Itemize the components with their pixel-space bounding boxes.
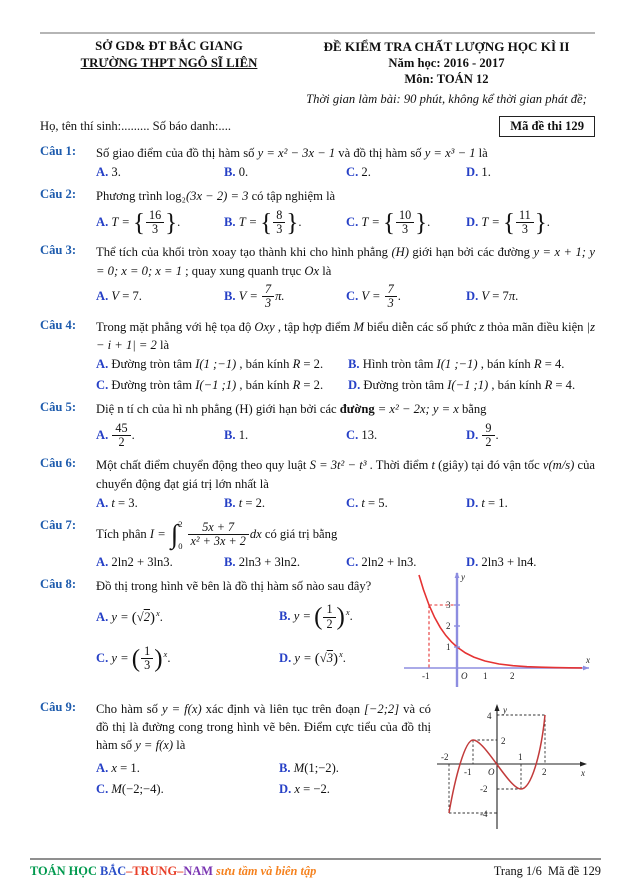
question-1-option-d: D. 1. (466, 165, 491, 180)
question-5-option-d: D. $\frac{9}{2}$ . (466, 420, 499, 449)
question-9-option-d: D. x = −2. (279, 781, 330, 796)
question-4-option-a: A. Đường tròn tâm I(1 ;−1) , bán kính R = 2. (96, 357, 324, 372)
question-7 (40, 518, 595, 570)
question-9 (40, 700, 595, 834)
question-8-option-a: A. $y = (√2)^x$. (96, 607, 163, 626)
question-2-option-c: C. T = { $\frac{10}{3}$ }. (346, 207, 431, 237)
question-1-label: Câu 1: (40, 144, 77, 159)
page-footer (30, 858, 601, 879)
question-3 (40, 243, 595, 310)
q8-origin-label: O (461, 670, 468, 681)
q9-y-tick-minus4: -4 (480, 808, 488, 819)
integral-symbol: ∫ 2 0 (170, 518, 183, 551)
question-7-option-a: A. 2ln2 + 3ln3. (96, 554, 173, 569)
question-2-label: Câu 2: (40, 187, 77, 202)
student-info-row (40, 116, 595, 137)
q8-x-tick-minus1: -1 (422, 670, 430, 681)
q8-x-axis-label: x (586, 654, 590, 665)
q8-x-tick-1: 1 (483, 670, 488, 681)
question-4 (40, 318, 595, 394)
q8-y-axis-label: y (461, 571, 465, 582)
subject: Môn: TOÁN 12 (404, 72, 489, 87)
question-6-option-c: C. t = 5. (346, 495, 388, 510)
question-8-stem: Đồ thị trong hình vẽ bên là đồ thị hàm số nào sau đây? (96, 578, 372, 593)
question-9-figure (435, 700, 595, 834)
question-9-option-a: A. x = 1. (96, 760, 140, 775)
exam-header (40, 38, 595, 107)
question-2-option-d: D. T = { $\frac{11}{3}$ }. (466, 207, 550, 237)
question-2-stem: Phương trình log₂(3x − 2) = 3 có tập nghiệm là (96, 189, 336, 204)
q8-y-tick-2: 2 (446, 620, 451, 631)
question-6-option-d: D. t = 1. (466, 495, 508, 510)
integrand-fraction: $\frac{5x + 7}{\text{x² + 3x + 2}}$ (188, 521, 249, 549)
question-3-option-c: C. V = $\frac{7}{3}$ . (346, 281, 401, 311)
question-2-option-a: A. T = { $\frac{16}{3}$ }. (96, 207, 181, 237)
question-6-stem: Một chất điểm chuyển động theo quy luật S = 3t² − t³ . Thời điểm t (giây) tại đó vận tốc v(m/s) của chuyển động đạt giá trị lớn nhất là (96, 458, 595, 491)
question-7-option-c: C. 2ln2 + ln3. (346, 554, 417, 569)
question-9-label: Câu 9: (40, 699, 77, 714)
q9-x-tick-1: 1 (518, 751, 523, 762)
question-9-option-b: B. M(1;−2). (279, 760, 339, 775)
question-4-option-d: D. Đường tròn tâm I(−1 ;1) , bán kính R = 4. (348, 378, 576, 393)
q9-x-tick-minus1: -1 (464, 766, 472, 777)
question-8-figure (400, 569, 595, 693)
page-number: Trang 1/6 (493, 864, 542, 878)
top-divider (40, 32, 595, 34)
question-5-stem: Diệ n tí ch của hì nh phẳng (H) giới hạn bởi các đường = x² − 2x; y = x bằng (96, 402, 487, 417)
department-name: SỞ GD& ĐT BẮC GIANG (95, 39, 243, 53)
question-8-option-b: B. y = ( $\frac{1}{2}$ )$^x$. (279, 602, 353, 631)
school-year: Năm học: 2016 - 2017 (388, 56, 505, 71)
header-title-block (298, 38, 595, 107)
question-9-option-c: C. M(−2;−4). (96, 781, 164, 796)
question-1-option-c: C. 2. (346, 165, 371, 180)
q9-y-tick-4: 4 (487, 710, 492, 721)
cubic-graph (435, 700, 595, 830)
question-7-option-b: B. 2ln3 + 3ln2. (224, 554, 301, 569)
question-5-option-c: C. 13. (346, 427, 378, 442)
q8-y-tick-1: 1 (446, 641, 451, 652)
exponential-graph (400, 569, 595, 689)
question-2-option-b: B. T = { $\frac{8}{3}$ }. (224, 207, 302, 237)
q9-x-tick-2: 2 (542, 766, 547, 777)
integral-lower-limit: 0 (178, 540, 183, 551)
question-1 (40, 144, 595, 180)
q8-y-tick-3: 3 (446, 599, 451, 610)
q9-x-tick-minus2: -2 (441, 751, 449, 762)
question-8-label: Câu 8: (40, 576, 77, 591)
question-3-stem: Thể tích của khối tròn xoay tạo thành khi cho hình phẳng (H) giới hạn bởi các đường y = x + 1; y = 0; x = 0; x = 1 ; quay xung quanh trục Ox là (96, 245, 595, 278)
question-5-option-b: B. 1. (224, 427, 249, 442)
question-8 (40, 571, 595, 693)
question-8-option-d: D. $y = (√3)^x$. (279, 649, 346, 668)
q9-y-tick-2: 2 (501, 735, 506, 746)
student-name-line: Họ, tên thí sinh:......... Số báo danh:.... (40, 119, 231, 134)
question-4-stem: Trong mặt phẳng với hệ tọa độ Oxy , tập hợp điểm M biểu diễn các số phức z thỏa mãn điều kiện |z − i + 1| = 2 là (96, 319, 596, 353)
question-3-option-b: B. V = $\frac{7}{3}$ π. (224, 281, 285, 311)
question-1-option-a: A. 3. (96, 165, 121, 180)
school-name: TRƯỜNG THPT NGÔ SĨ LIÊN (80, 56, 258, 71)
question-6-option-a: A. t = 3. (96, 495, 138, 510)
question-3-label: Câu 3: (40, 243, 77, 258)
question-5 (40, 400, 595, 449)
q9-x-axis-label: x (581, 767, 585, 778)
header-school-block (40, 38, 298, 107)
q9-origin-label: O (488, 766, 495, 777)
question-7-label: Câu 7: (40, 517, 77, 532)
question-4-option-b: B. Hình tròn tâm I(1 ;−1) , bán kính R = 4. (348, 357, 565, 372)
exam-code-box: Mã đề thi 129 (499, 116, 595, 137)
question-1-stem: Số giao điểm của đồ thị hàm số y = x² − 3x − 1 và đồ thị hàm số y = x³ − 1 là (96, 146, 488, 161)
question-6-option-b: B. t = 2. (224, 495, 266, 510)
question-6-label: Câu 6: (40, 456, 77, 471)
exam-title: ĐỀ KIỂM TRA CHẤT LƯỢNG HỌC KÌ II (323, 39, 570, 54)
question-5-label: Câu 5: (40, 400, 77, 415)
question-9-stem: Cho hàm số y = f(x) xác định và liên tục trên đoạn [−2;2] và có đồ thị là đường cong trong hình vẽ bên. Điểm cực tiểu của đồ thị hàm số y = f(x) là (96, 701, 431, 753)
question-2 (40, 187, 595, 236)
integral-upper-limit: 2 (178, 518, 183, 529)
question-3-option-d: D. V = 7π. (466, 289, 519, 304)
footer-brand: TOÁN HỌC BẮC–TRUNG–NAM sưu tầm và biên tập (30, 864, 317, 878)
question-7-option-d: D. 2ln3 + ln4. (466, 554, 537, 569)
footer-exam-code: Mã đề 129 (548, 864, 601, 878)
question-8-option-c: C. y = ( $\frac{1}{3}$ )$^x$. (96, 643, 171, 673)
q9-y-axis-label: y (503, 704, 507, 715)
question-3-option-a: A. V = 7. (96, 289, 142, 304)
question-7-stem: Tích phân I = ∫ 2 0 $\frac{5x + 7}{\text{x² + 3x + 2}}$ dx có giá trị bằng (96, 518, 338, 551)
question-5-option-a: A. $\frac{45}{2}$ . (96, 420, 135, 449)
question-6 (40, 456, 595, 511)
q9-y-tick-minus2: -2 (480, 783, 488, 794)
exam-duration: Thời gian làm bài: 90 phút, không kể thời gian phát đề; (306, 91, 587, 106)
footer-page-info (494, 864, 601, 879)
q8-x-tick-2: 2 (510, 670, 515, 681)
question-4-label: Câu 4: (40, 317, 77, 332)
question-1-option-b: B. 0. (224, 165, 249, 180)
question-4-option-c: C. Đường tròn tâm I(−1 ;1) , bán kính R = 2. (96, 378, 324, 393)
